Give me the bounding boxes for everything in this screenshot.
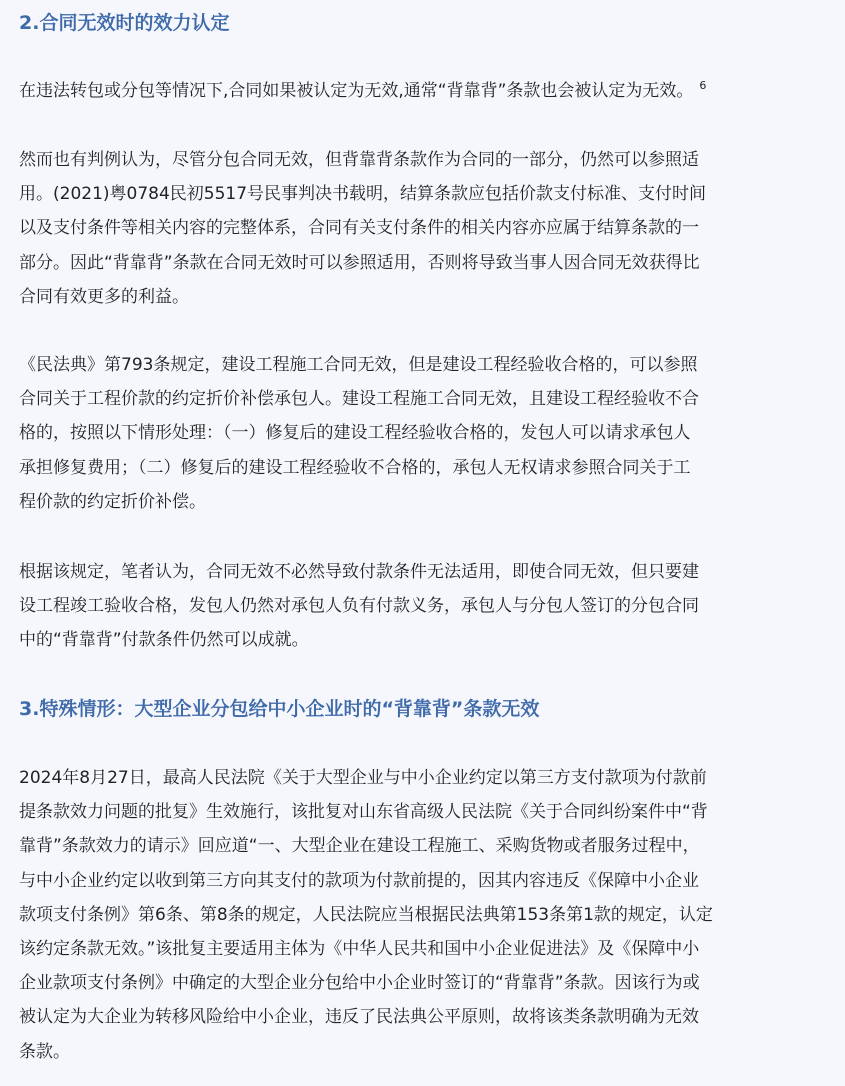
text-line: 合同有效更多的利益。 bbox=[19, 286, 189, 307]
text-line: 合同关于工程价款的约定折价补偿承包人。建设工程施工合同无效，且建设工程经验收不合 bbox=[19, 389, 699, 410]
text-line: 用。(2021)粤0784民初5517号民事判决书载明，结算条款应包括价款支付标准、支付时间 bbox=[19, 184, 707, 205]
text-line: 提条款效力问题的批复》生效施行，该批复对山东省高级人民法院《关于合同纠纷案件中“背 bbox=[19, 802, 708, 823]
text-line: 与中小企业约定以收到第三方向其支付的款项为付款前提的，因其内容违反《保障中小企业 bbox=[19, 870, 699, 891]
text-line: 以及支付条件等相关内容的完整体系，合同有关支付条件的相关内容亦应属于结算条款的一 bbox=[19, 218, 699, 239]
footnote-marker[interactable]: 6 bbox=[699, 79, 707, 93]
text-line: 《民法典》第793条规定，建设工程施工合同无效，但是建设工程经验收合格的，可以参照 bbox=[19, 355, 698, 375]
text-line: 条款。 bbox=[19, 1041, 70, 1062]
text-line: 承担修复费用；（二）修复后的建设工程经验收不合格的，承包人无权请求参照合同关于工 bbox=[19, 457, 691, 478]
paragraph-civil-code-793 bbox=[19, 348, 831, 519]
paragraph-supreme-court-reply bbox=[19, 761, 831, 1069]
text-line: 设工程竣工验收合格，发包人仍然对承包人负有付款义务，承包人与分包人签订的分包合同 bbox=[19, 596, 699, 617]
text-line: 该约定条款无效。”该批复主要适用主体为《中华人民共和国中小企业促进法》及《保障中小 bbox=[19, 939, 700, 960]
text-line: 款项支付条例》第6条、第8条的规定，人民法院应当根据民法典第153条第1款的规定，认定 bbox=[19, 904, 713, 925]
text-line: 2024年8月27日，最高人民法院《关于大型企业与中小企业约定以第三方支付款项为付款前 bbox=[19, 768, 707, 788]
text-line: 中的“背靠背”付款条件仍然可以成就。 bbox=[19, 630, 309, 651]
text-line: 靠背”条款效力的请示》回应道“一、大型企业在建设工程施工、采购货物或者服务过程中， bbox=[19, 836, 700, 857]
text-line: 根据该规定，笔者认为，合同无效不必然导致付款条件无法适用，即使合同无效，但只要建 bbox=[19, 562, 699, 582]
text-line: 程价款的约定折价补偿。 bbox=[19, 491, 206, 512]
text-line: 企业款项支付条例》中确定的大型企业分包给中小企业时签订的“背靠背”条款。因该行为或 bbox=[19, 973, 700, 994]
text-line: 被认定为大企业为转移风险给中小企业，违反了民法典公平原则，故将该类条款明确为无效 bbox=[19, 1007, 699, 1028]
text-line: 部分。因此“背靠背”条款在合同无效时可以参照适用，否则将导致当事人因合同无效获得比 bbox=[19, 252, 700, 273]
section-2-heading: 2.合同无效时的效力认定 bbox=[19, 12, 230, 34]
section-3-heading: 3.特殊情形：大型企业分包给中小企业时的“背靠背”条款无效 bbox=[19, 698, 540, 720]
text-line: 格的，按照以下情形处理：（一）修复后的建设工程经验收合格的，发包人可以请求承包人 bbox=[19, 423, 691, 444]
text-line: 然而也有判例认为，尽管分包合同无效，但背靠背条款作为合同的一部分，仍然可以参照适 bbox=[19, 150, 699, 170]
paragraph-case-reference bbox=[19, 143, 831, 314]
paragraph-text: 在违法转包或分包等情况下,合同如果被认定为无效,通常“背靠背”条款也会被认定为无效。 bbox=[19, 81, 694, 101]
paragraph-author-opinion bbox=[19, 555, 831, 658]
paragraph-invalid-contract bbox=[19, 74, 831, 108]
